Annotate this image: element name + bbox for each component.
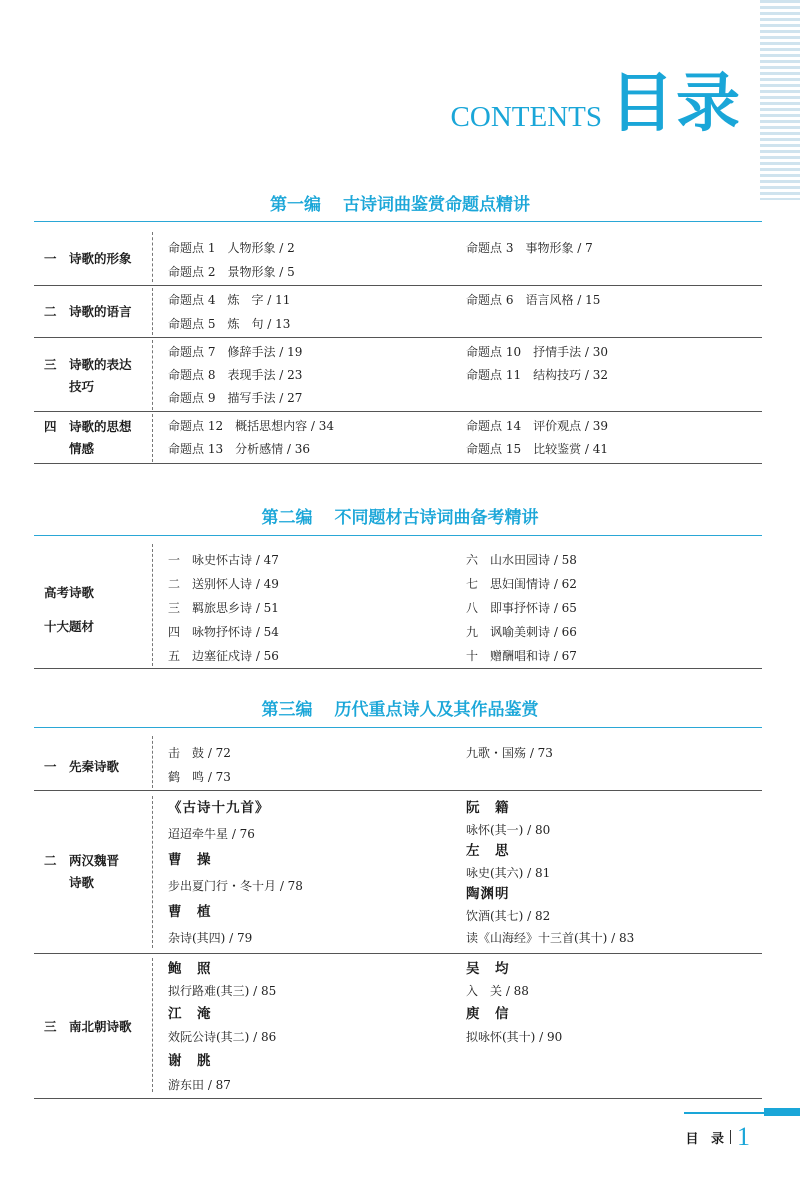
- divider: [152, 958, 153, 1092]
- toc-entry[interactable]: 游东田 / 87: [168, 1078, 231, 1092]
- toc-entry[interactable]: 三 羁旅思乡诗 / 51: [168, 601, 279, 615]
- part-1-rule: [34, 221, 762, 222]
- toc-entry[interactable]: 杂诗(其四) / 79: [168, 931, 253, 945]
- group-label: [44, 850, 149, 894]
- group-label-line: 十大题材: [44, 619, 95, 634]
- toc-entry[interactable]: 命题点 6 语言风格 / 15: [466, 293, 601, 307]
- part-2-text: 不同题材古诗词曲备考精讲: [334, 508, 539, 528]
- toc-entry[interactable]: 二 送别怀人诗 / 49: [168, 577, 279, 591]
- toc-entry[interactable]: 十 赠酬唱和诗 / 67: [466, 649, 577, 663]
- divider: [152, 544, 153, 666]
- row-line: [34, 953, 762, 954]
- author-name: 江 淹: [168, 1006, 212, 1022]
- group-label: [44, 576, 149, 644]
- toc-entry[interactable]: 命题点 3 事物形象 / 7: [466, 241, 593, 255]
- toc-entry[interactable]: 四 咏物抒怀诗 / 54: [168, 625, 279, 639]
- author-name: 吴 均: [466, 961, 510, 977]
- author-name: 曹 植: [168, 904, 212, 920]
- toc-entry[interactable]: 击 鼓 / 72: [168, 746, 231, 760]
- toc-entry[interactable]: 命题点 1 人物形象 / 2: [168, 241, 295, 255]
- author-name: 鲍 照: [168, 961, 212, 977]
- group-label: [44, 416, 149, 460]
- divider: [152, 796, 153, 948]
- toc-entry[interactable]: 五 边塞征戍诗 / 56: [168, 649, 279, 663]
- divider: [152, 340, 153, 410]
- author-name: 谢 朓: [168, 1053, 212, 1069]
- row-line: [34, 790, 762, 791]
- author-name: 曹 操: [168, 852, 212, 868]
- author-name: 左 思: [466, 843, 510, 859]
- toc-entry[interactable]: 迢迢牵牛星 / 76: [168, 827, 255, 841]
- toc-entry[interactable]: 六 山水田园诗 / 58: [466, 553, 577, 567]
- part-1-title: [0, 190, 800, 215]
- row-line: [34, 411, 762, 412]
- toc-entry[interactable]: 命题点 11 结构技巧 / 32: [466, 368, 609, 382]
- footer-divider: [730, 1130, 731, 1144]
- toc-entry[interactable]: 命题点 14 评价观点 / 39: [466, 419, 609, 433]
- toc-entry[interactable]: 命题点 4 炼 字 / 11: [168, 293, 291, 307]
- group-label: 一 先秦诗歌: [44, 759, 120, 774]
- part-3-number: 第三编: [261, 700, 313, 720]
- toc-entry[interactable]: 效阮公诗(其二) / 86: [168, 1030, 277, 1044]
- part-3-text: 历代重点诗人及其作品鉴赏: [334, 700, 539, 720]
- toc-entry[interactable]: 咏史(其六) / 81: [466, 866, 551, 880]
- toc-entry[interactable]: 咏怀(其一) / 80: [466, 823, 551, 837]
- toc-entry[interactable]: 命题点 12 概括思想内容 / 34: [168, 419, 335, 433]
- author-name: 庾 信: [466, 1006, 510, 1022]
- toc-entry[interactable]: 命题点 5 炼 句 / 13: [168, 317, 291, 331]
- toc-entry[interactable]: 步出夏门行・冬十月 / 78: [168, 879, 303, 893]
- part-1-text: 古诗词曲鉴赏命题点精讲: [343, 195, 530, 215]
- toc-entry[interactable]: 命题点 15 比较鉴赏 / 41: [466, 442, 609, 456]
- toc-entry[interactable]: 命题点 2 景物形象 / 5: [168, 265, 295, 279]
- toc-entry[interactable]: 命题点 10 抒情手法 / 30: [466, 345, 609, 359]
- part-3-title: [0, 695, 800, 720]
- footer-label: 目 录: [685, 1131, 728, 1147]
- part-2-number: 第二编: [261, 508, 313, 528]
- divider: [152, 288, 153, 335]
- part-2-rule: [34, 535, 762, 536]
- toc-entry[interactable]: 九歌・国殇 / 73: [466, 746, 553, 760]
- toc-entry[interactable]: 鹤 鸣 / 73: [168, 770, 231, 784]
- toc-entry[interactable]: 饮酒(其七) / 82: [466, 909, 551, 923]
- page-header: [450, 67, 742, 141]
- toc-entry[interactable]: 七 思妇闺情诗 / 62: [466, 577, 577, 591]
- group-label: [44, 354, 149, 398]
- row-line: [34, 463, 762, 464]
- row-line: [34, 337, 762, 338]
- footer-accent: [764, 1108, 800, 1116]
- group-label-line: 高考诗歌: [44, 585, 95, 600]
- author-name: 《古诗十九首》: [168, 800, 270, 816]
- divider: [152, 736, 153, 788]
- author-name: 阮 籍: [466, 800, 510, 816]
- group-label: 二 诗歌的语言: [44, 304, 132, 319]
- toc-entry[interactable]: 读《山海经》十三首(其十) / 83: [466, 931, 635, 945]
- part-1-number: 第一编: [270, 195, 321, 215]
- author-name: 陶渊明: [466, 886, 510, 902]
- toc-entry[interactable]: 命题点 9 描写手法 / 27: [168, 391, 303, 405]
- header-english: CONTENTS: [450, 101, 602, 133]
- toc-entry[interactable]: 一 咏史怀古诗 / 47: [168, 553, 279, 567]
- page-number: 1: [737, 1122, 750, 1151]
- group-label-line: 三 诗歌的表达: [44, 357, 132, 372]
- decorative-stripes: [760, 0, 800, 200]
- divider: [152, 232, 153, 282]
- row-line: [34, 285, 762, 286]
- row-line: [34, 668, 762, 669]
- group-label-line: 诗歌: [44, 875, 95, 890]
- toc-entry[interactable]: 命题点 8 表现手法 / 23: [168, 368, 303, 382]
- group-label-line: 二 两汉魏晋: [44, 853, 120, 868]
- toc-entry[interactable]: 拟咏怀(其十) / 90: [466, 1030, 563, 1044]
- toc-entry[interactable]: 九 讽喻美刺诗 / 66: [466, 625, 577, 639]
- group-label-line: 情感: [44, 441, 95, 456]
- page-footer: [685, 1122, 750, 1152]
- header-chinese: 目录: [610, 67, 742, 141]
- group-label-line: 技巧: [44, 379, 95, 394]
- part-2-title: [0, 503, 800, 528]
- group-label-line: 四 诗歌的思想: [44, 419, 132, 434]
- toc-entry[interactable]: 命题点 7 修辞手法 / 19: [168, 345, 303, 359]
- toc-entry[interactable]: 入 关 / 88: [466, 984, 529, 998]
- toc-entry[interactable]: 拟行路难(其三) / 85: [168, 984, 277, 998]
- part-3-rule: [34, 727, 762, 728]
- toc-entry[interactable]: 命题点 13 分析感情 / 36: [168, 442, 311, 456]
- group-label: 一 诗歌的形象: [44, 251, 132, 266]
- group-label: 三 南北朝诗歌: [44, 1019, 132, 1034]
- row-line: [34, 1098, 762, 1099]
- toc-entry[interactable]: 八 即事抒怀诗 / 65: [466, 601, 577, 615]
- divider: [152, 414, 153, 462]
